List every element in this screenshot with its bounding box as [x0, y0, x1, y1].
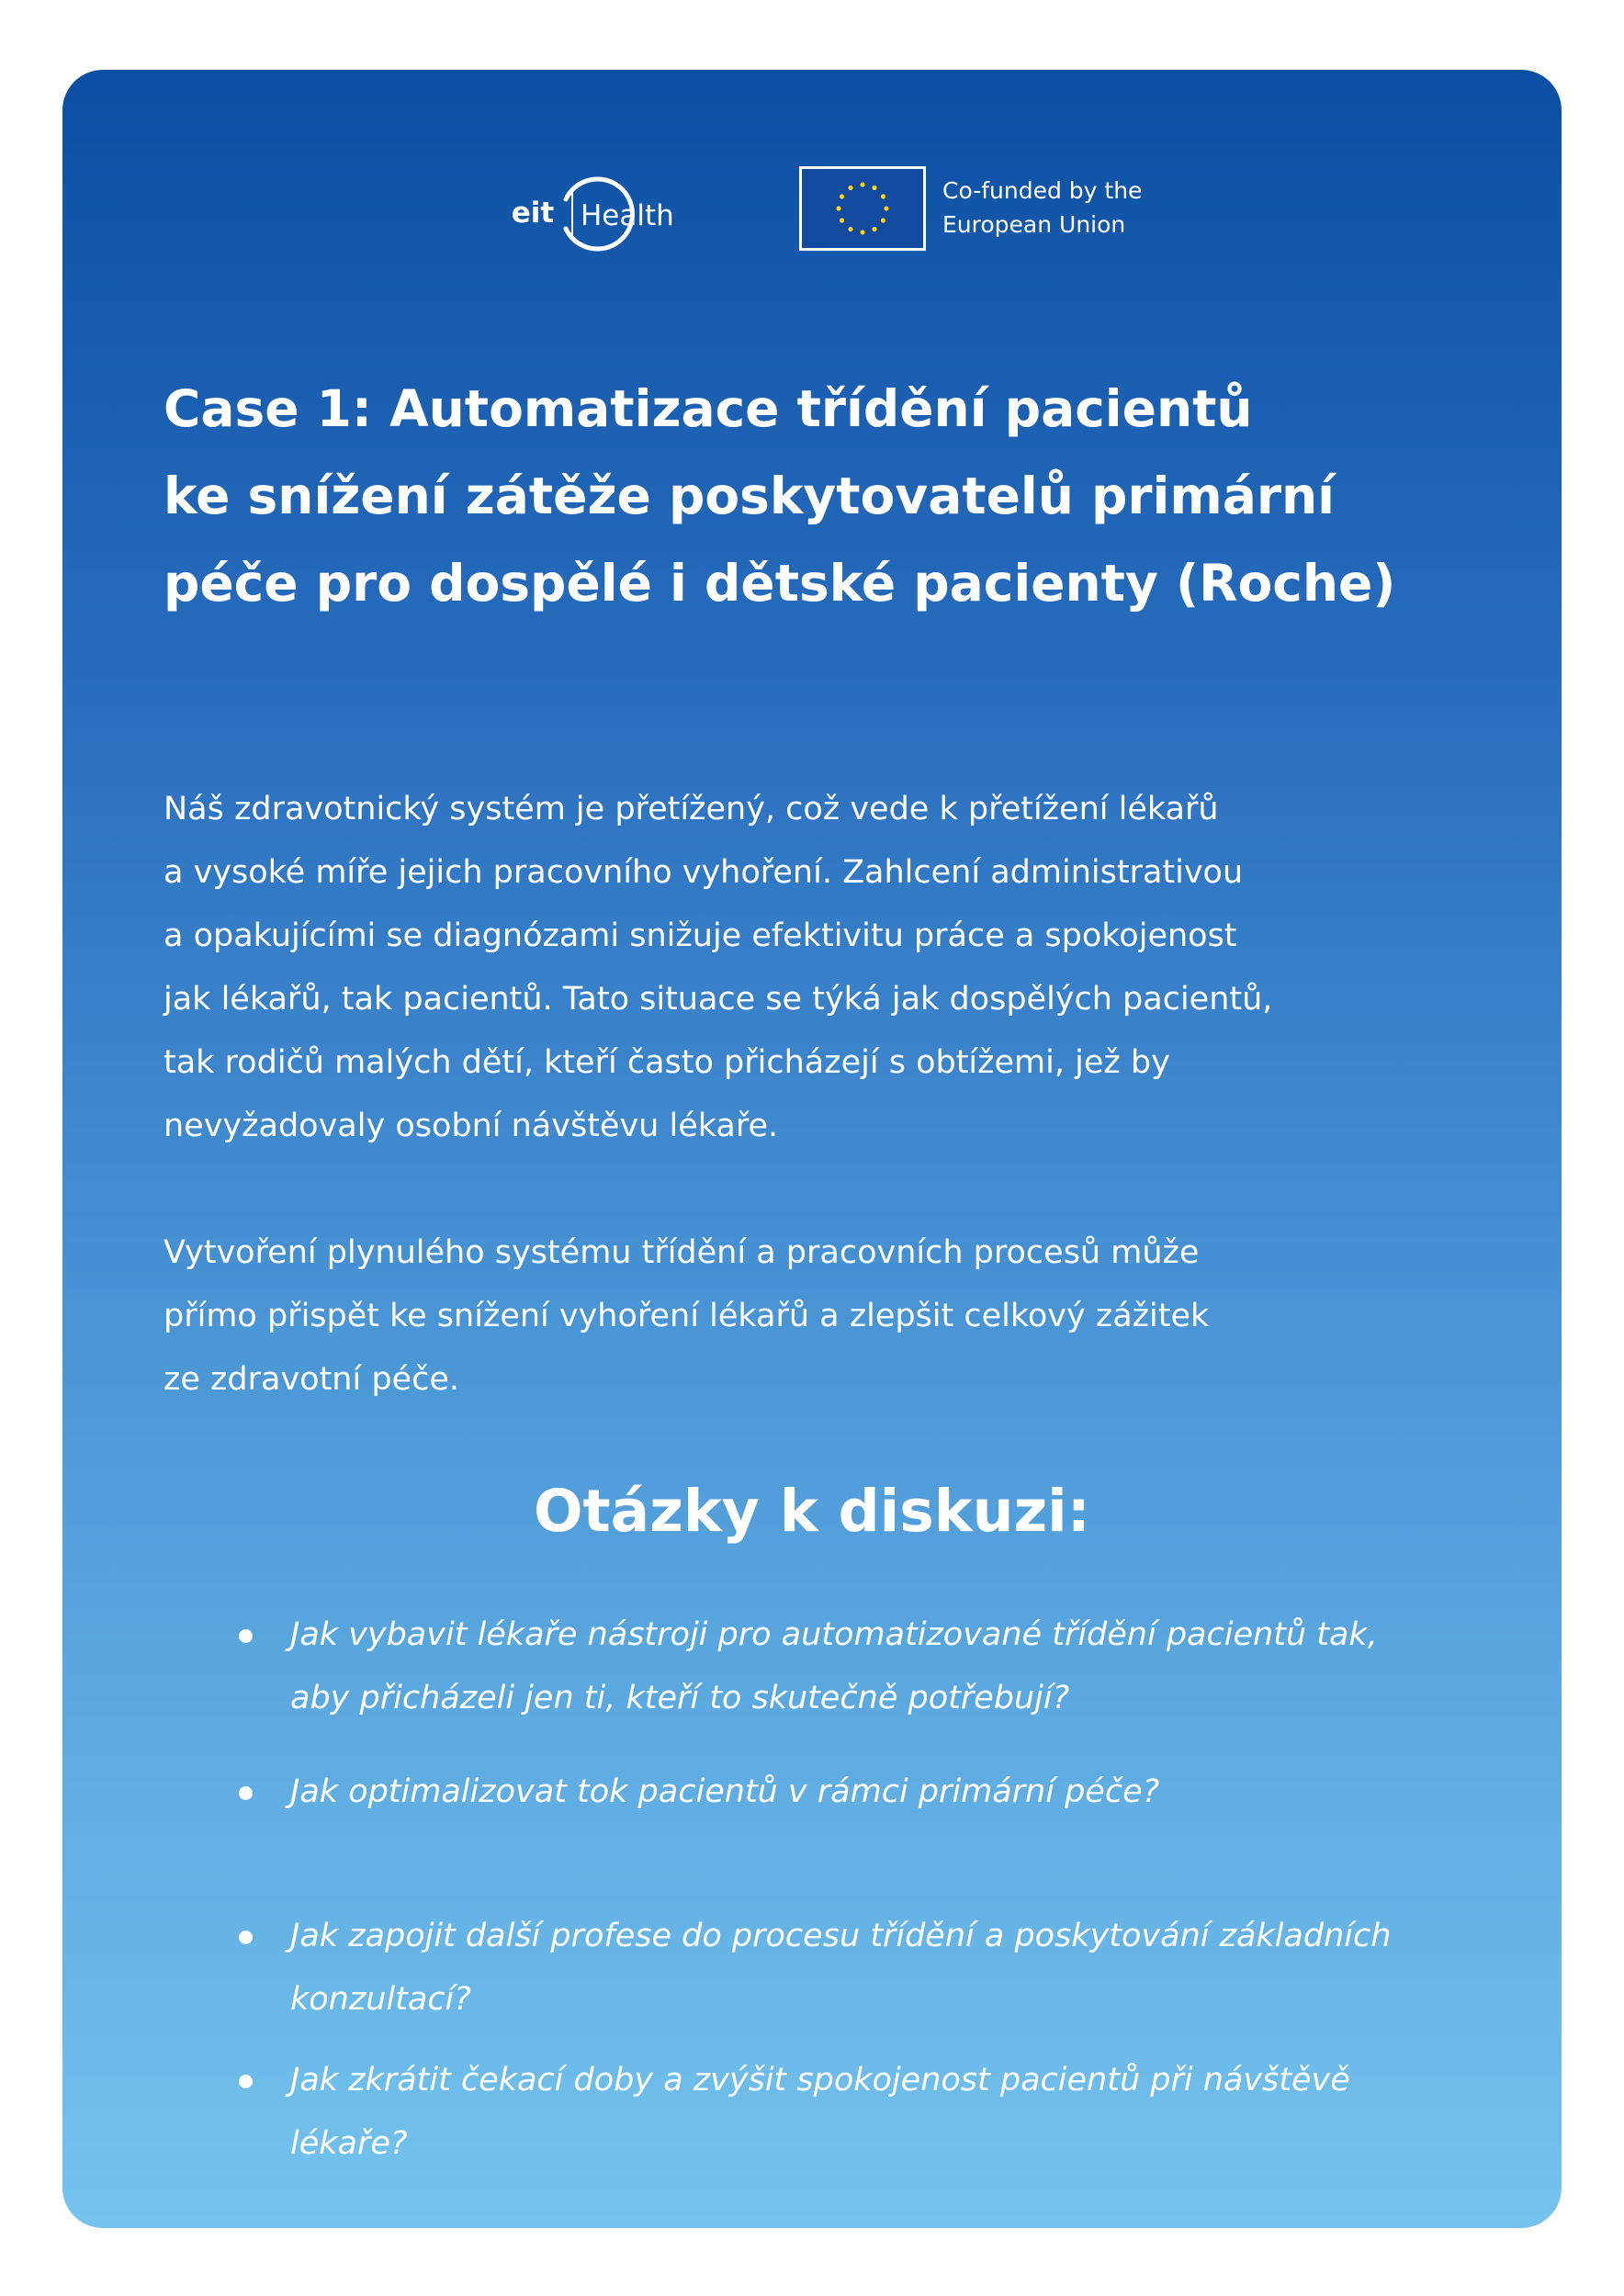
case-title-line: Case 1: Automatizace třídění pacientů — [164, 379, 1253, 438]
eu-text-line-2: European Union — [942, 211, 1126, 238]
paragraph-line: Vytvoření plynulého systému třídění a pracovních procesů může — [164, 1234, 1200, 1271]
question-text — [290, 1905, 1549, 2032]
eu-cofunded-text — [942, 174, 1142, 242]
eit-mark-text: eit — [511, 197, 555, 230]
case-title-line: péče pro dospělé i dětské pacienty (Roche) — [164, 554, 1396, 613]
paragraph-line: a vysoké míře jejich pracovního vyhoření. Zahlcení administrativou — [164, 854, 1244, 891]
eit-health-word: Health — [581, 199, 674, 232]
question-line: Jak zapojit další profese do procesu třídění a poskytování základních — [290, 1918, 1392, 1954]
paragraph-line: ze zdravotní péče. — [164, 1361, 459, 1398]
eu-text-line-1: Co-funded by the — [942, 177, 1143, 204]
bullet-icon — [239, 1930, 253, 1944]
bullet-icon — [239, 1786, 253, 1800]
bullet-icon — [239, 1629, 253, 1643]
question-line: aby přicházeli jen ti, kteří to skutečně potřebují? — [290, 1680, 1070, 1716]
case-title-line: ke snížení zátěže poskytovatelů primární — [164, 467, 1335, 525]
paragraph-line: přímo přispět ke snížení vyhoření lékařů a zlepšit celkový zážitek — [164, 1298, 1210, 1334]
eit-health-logo — [487, 168, 716, 260]
intro-paragraph — [164, 778, 1495, 1158]
solution-paragraph — [164, 1221, 1495, 1412]
question-line: Jak optimalizovat tok pacientů v rámci primární péče? — [290, 1773, 1160, 1810]
eu-stars-icon — [802, 169, 923, 248]
question-text — [290, 1761, 1549, 1824]
question-line: Jak vybavit lékaře nástroji pro automatizované třídění pacientů tak, — [290, 1616, 1378, 1653]
question-text — [290, 2049, 1549, 2176]
logo-row — [62, 163, 1562, 264]
eu-flag-icon — [799, 166, 926, 251]
eit-health-logo-mark — [487, 168, 716, 260]
paragraph-line: nevyžadovaly osobní návštěvu lékaře. — [164, 1108, 779, 1144]
content-card — [62, 70, 1562, 2228]
eu-cofunded-logo — [799, 166, 1203, 258]
paragraph-line: tak rodičů malých dětí, kteří často přicházejí s obtížemi, jež by — [164, 1044, 1170, 1081]
case-title — [164, 366, 1486, 627]
question-line: lékaře? — [290, 2125, 408, 2162]
discussion-heading: Otázky k diskuzi: — [534, 1478, 1090, 1545]
question-line: Jak zkrátit čekací doby a zvýšit spokojenost pacientů při návštěvě — [290, 2062, 1350, 2099]
question-text — [290, 1604, 1549, 1730]
paragraph-line: Náš zdravotnický systém je přetížený, což vede k přetížení lékařů — [164, 791, 1219, 827]
bullet-icon — [239, 2075, 253, 2088]
paragraph-line: jak lékařů, tak pacientů. Tato situace se týká jak dospělých pacientů, — [164, 981, 1273, 1018]
question-line: konzultací? — [290, 1981, 471, 2018]
paragraph-line: a opakujícími se diagnózami snižuje efektivitu práce a spokojenost — [164, 917, 1237, 954]
